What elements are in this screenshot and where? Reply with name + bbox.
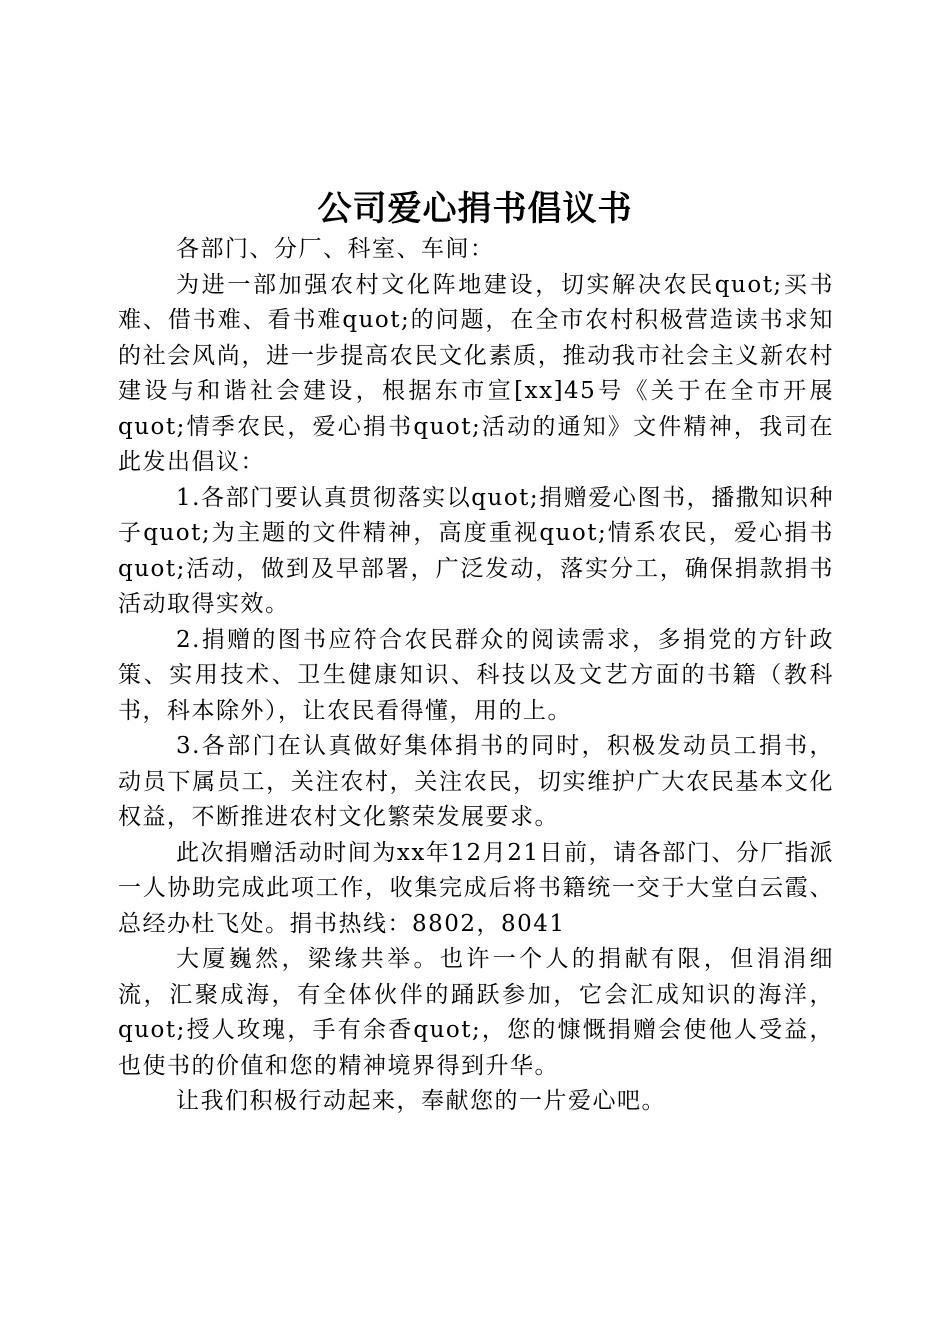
salutation: 各部门、分厂、科室、车间：: [176, 236, 495, 262]
paragraph-item-3: 3.各部门在认真做好集体捐书的同时，积极发动员工捐书，动员下属员工，关注农村，关注农民，切实维护广大农民基本文化权益，不断推进农村文化繁荣发展要求。: [118, 733, 834, 830]
paragraph-schedule: 此次捐赠活动时间为xx年12月21日前，请各部门、分厂指派一人协助完成此项工作，收集完成后将书籍统一交于大堂白云霞、总经办杜飞处。捐书热线：8802，8041: [118, 839, 834, 937]
document-title: 公司爱心捐书倡议书: [317, 189, 633, 229]
paragraph-appeal: 大厦巍然，梁缘共举。也许一个人的捐献有限，但涓涓细流，汇聚成海，有全体伙伴的踊跃参加，它会汇成知识的海洋，quot;授人玫瑰，手有余香quot;，您的慷慨捐赠会使他人受益，也使书的价值和您的精神境界得到升华。: [118, 946, 834, 1079]
paragraph-closing: 让我们积极行动起来，奉献您的一片爱心吧。: [176, 1088, 666, 1114]
paragraph-intro: 为进一部加强农村文化阵地建设，切实解决农民quot;买书难、借书难、看书难quot;的问题，在全市农村积极营造读书求知的社会风尚，进一步提高农民文化素质，推动我市社会主义新农村建设与和谐社会建设，根据东市宣[xx]45号《关于在全市开展quot;情季农民，爱心捐书quot;活动的通知》文件精神，我司在此发出倡议：: [118, 271, 834, 475]
paragraph-item-2: 2.捐赠的图书应符合农民群众的阅读需求，多捐党的方针政策、实用技术、卫生健康知识、科技以及文艺方面的书籍（教科书，科本除外），让农民看得懂，用的上。: [118, 626, 834, 724]
paragraph-item-1: 1.各部门要认真贯彻落实以quot;捐赠爱心图书，播撒知识种子quot;为主题的文件精神，高度重视quot;情系农民，爱心捐书quot;活动，做到及早部署，广泛发动，落实分工，确保捐款捐书活动取得实效。: [118, 484, 834, 617]
document-body: [118, 232, 834, 1120]
